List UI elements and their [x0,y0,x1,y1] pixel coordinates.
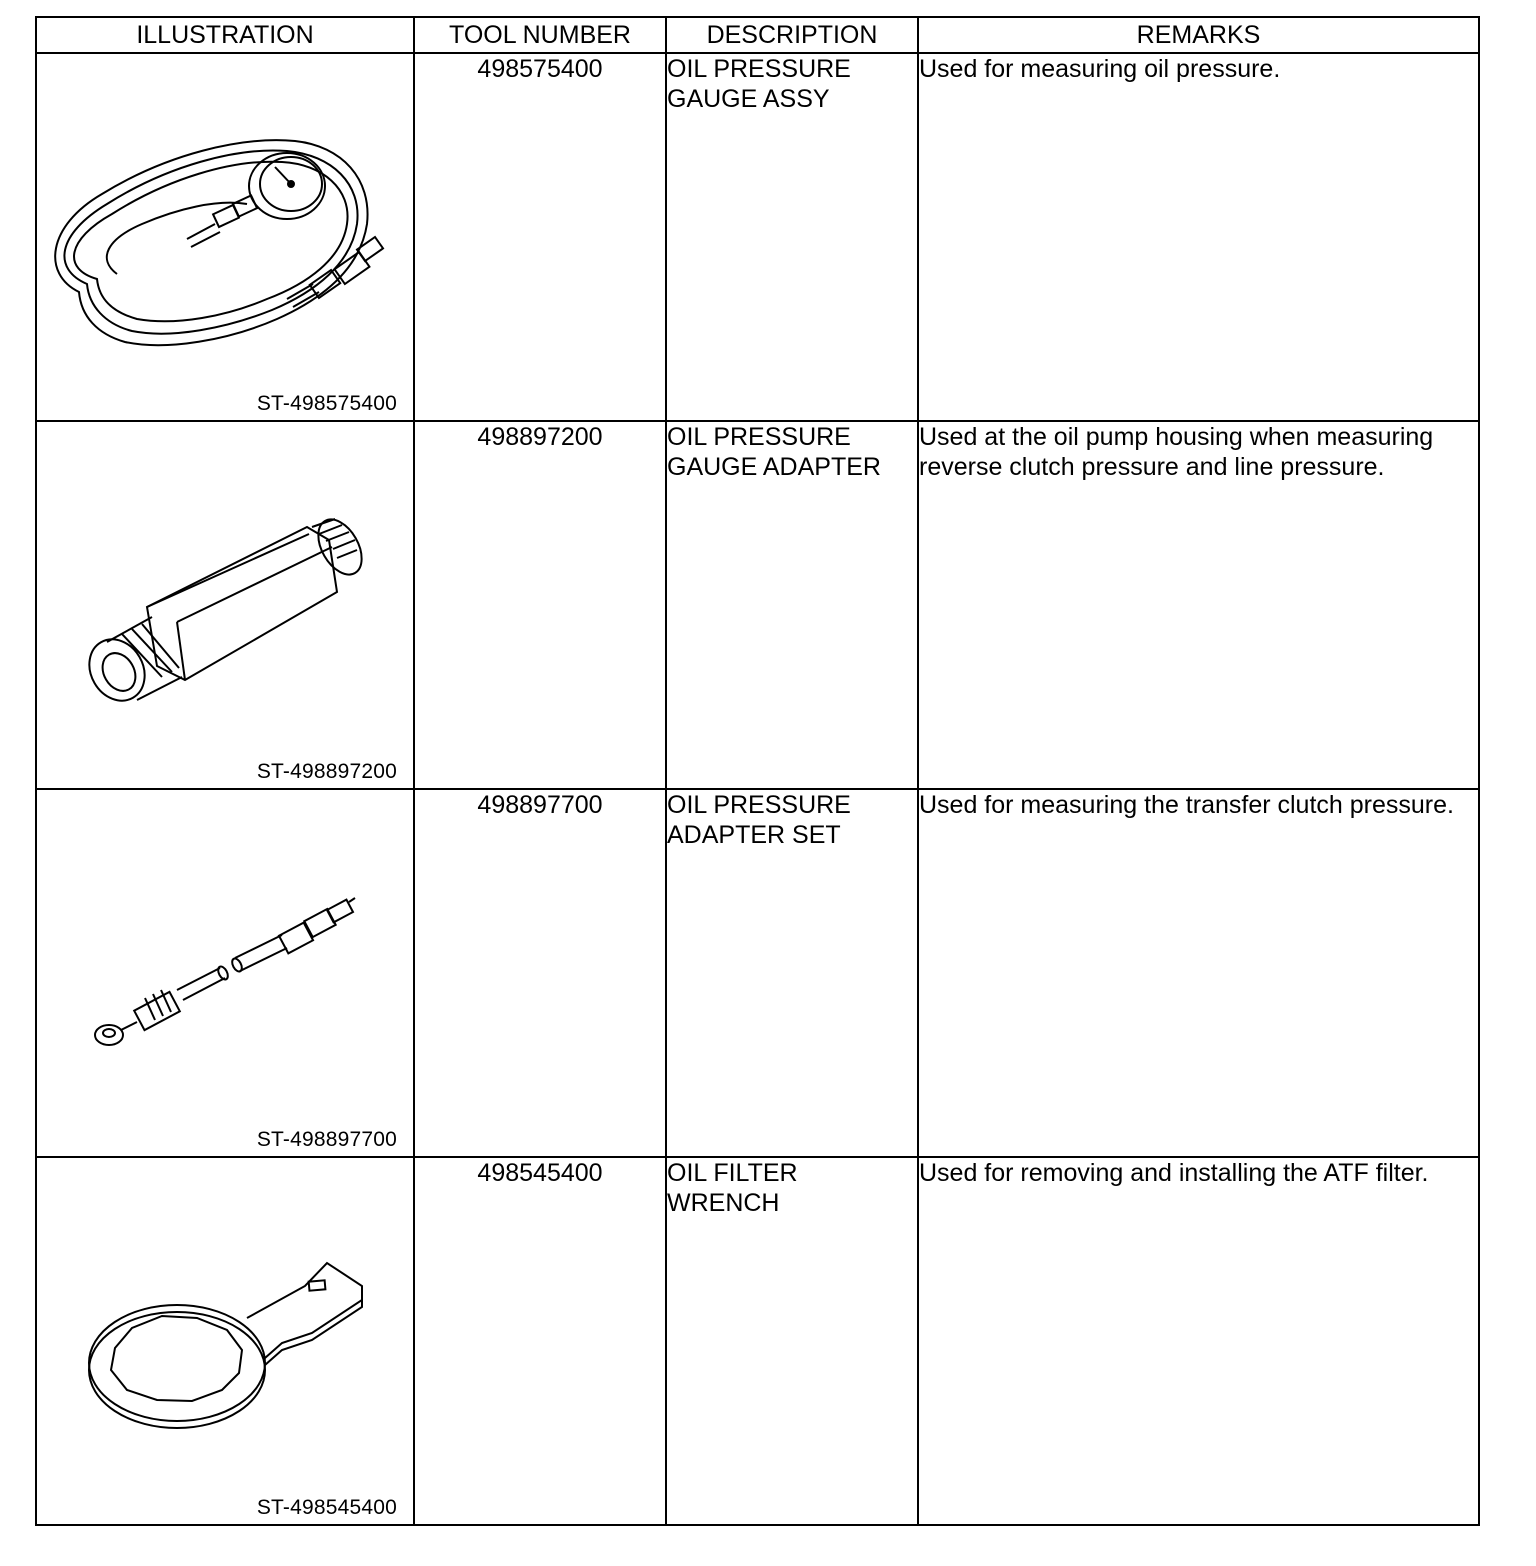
adapter-set-icon [37,790,415,1156]
description-line: ADAPTER SET [667,821,841,849]
illustration-code: ST-498575400 [256,392,397,415]
description-cell [666,421,918,789]
oil-pressure-gauge-icon [37,54,415,420]
header-description: DESCRIPTION [666,17,918,53]
illustration-code: ST-498897200 [256,760,397,783]
illustration-cell [36,53,414,421]
header-tool-number: TOOL NUMBER [414,17,666,53]
tool-number-cell: 498575400 [414,53,666,421]
illustration-code: ST-498545400 [256,1496,397,1519]
description-line: OIL PRESSURE [667,423,851,451]
description-cell [666,1157,918,1525]
remarks-cell: Used for measuring the transfer clutch pressure. [918,789,1479,1157]
header-illustration: ILLUSTRATION [36,17,414,53]
remarks-cell: Used for removing and installing the ATF filter. [918,1157,1479,1525]
table-row [36,53,1479,421]
table-row [36,1157,1479,1525]
description-line: WRENCH [667,1189,780,1217]
remarks-cell: Used at the oil pump housing when measuring reverse clutch pressure and line pressure. [918,421,1479,789]
special-tools-table [35,16,1480,1526]
tool-number-cell: 498545400 [414,1157,666,1525]
remarks-cell: Used for measuring oil pressure. [918,53,1479,421]
illustration-cell [36,789,414,1157]
description-line: GAUGE ADAPTER [667,453,881,481]
illustration-cell [36,421,414,789]
description-line: OIL PRESSURE [667,55,851,83]
illustration-code: ST-498897700 [256,1128,397,1151]
description-line: OIL PRESSURE [667,791,851,819]
description-cell [666,789,918,1157]
table-row [36,421,1479,789]
description-cell [666,53,918,421]
header-row [36,17,1479,53]
table-row [36,789,1479,1157]
tool-number-cell: 498897700 [414,789,666,1157]
gauge-adapter-icon [37,422,415,788]
oil-filter-wrench-icon [37,1158,415,1524]
header-remarks: REMARKS [918,17,1479,53]
tool-number-cell: 498897200 [414,421,666,789]
description-line: OIL FILTER [667,1159,798,1187]
illustration-cell [36,1157,414,1525]
description-line: GAUGE ASSY [667,85,830,113]
